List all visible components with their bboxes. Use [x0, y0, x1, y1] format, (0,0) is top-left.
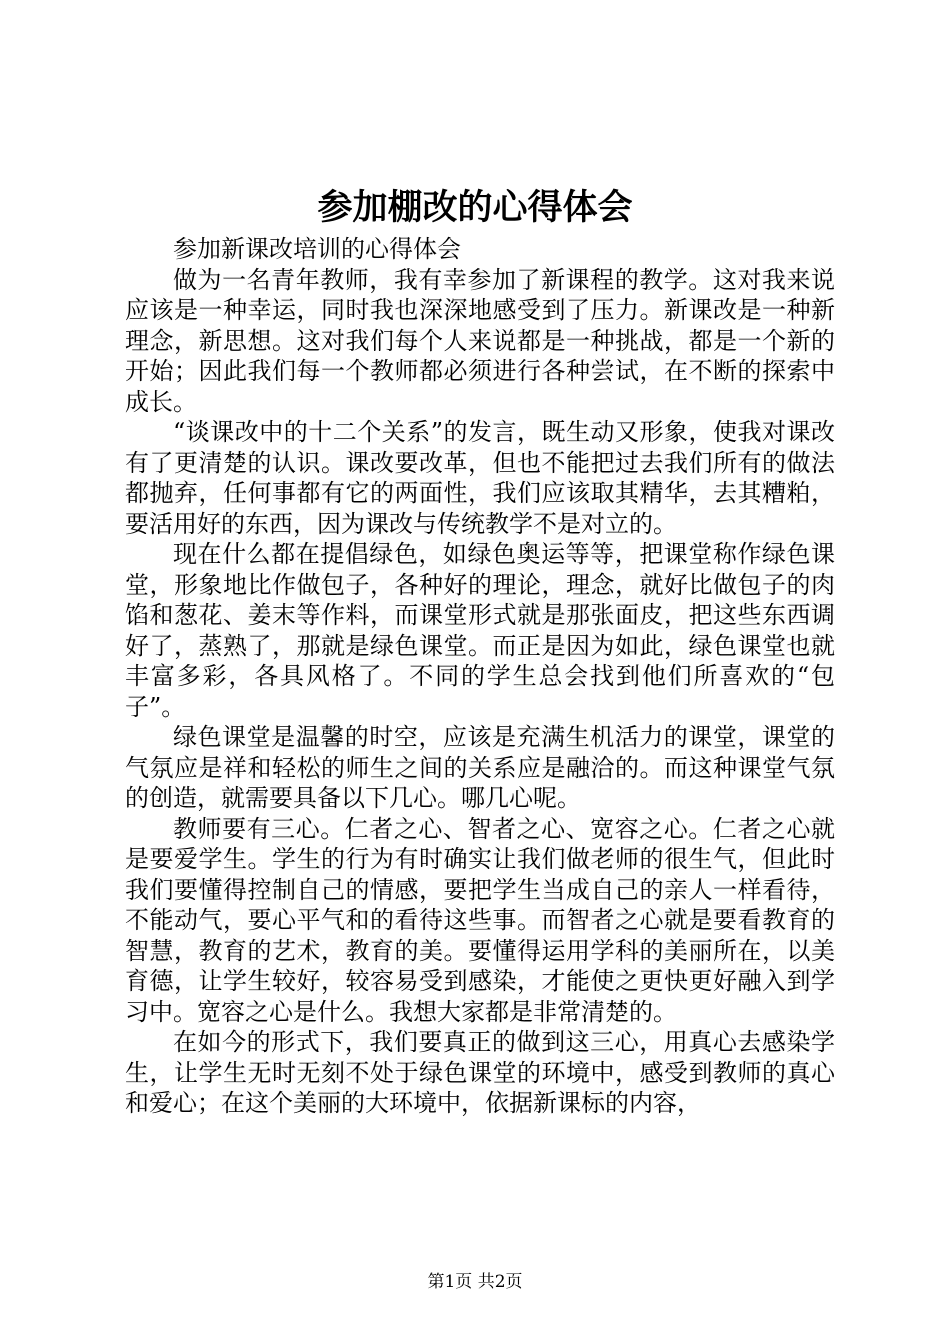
- paragraph: 绿色课堂是温馨的时空，应该是充满生机活力的课堂，课堂的气氛应是祥和轻松的师生之间的关系应是融洽的。而这种课堂气氛的创造，就需要具备以下几心。哪几心呢。: [125, 723, 835, 812]
- paragraph: 教师要有三心。仁者之心、智者之心、宽容之心。仁者之心就是要爱学生。学生的行为有时确实让我们做老师的很生气，但此时我们要懂得控制自己的情感，要把学生当成自己的亲人一样看待，不能动气，要心平气和的看待这些事。而智者之心就是要看教育的智慧，教育的艺术，教育的美。要懂得运用学科的美丽所在，以美育德，让学生较好，较容易受到感染，才能使之更快更好融入到学习中。宽容之心是什么。我想大家都是非常清楚的。: [125, 814, 835, 1026]
- page-footer: 第1页 共2页: [427, 1272, 523, 1292]
- paragraph: 现在什么都在提倡绿色，如绿色奥运等等，把课堂称作绿色课堂，形象地比作做包子，各种好的理论，理念，就好比做包子的肉馅和葱花、姜末等作料，而课堂形式就是那张面皮，把这些东西调好了，蒸熟了，那就是绿色课堂。而正是因为如此，绿色课堂也就丰富多彩，各具风格了。不同的学生总会找到他们所喜欢的“包子”。: [125, 540, 835, 721]
- paragraph: “谈课改中的十二个关系”的发言，既生动又形象，使我对课改有了更清楚的认识。课改要改革，但也不能把过去我们所有的做法都抛弃，任何事都有它的两面性，我们应该取其精华，去其糟粕，要活用好的东西，因为课改与传统教学不是对立的。: [125, 418, 835, 538]
- document-subtitle: 参加新课改培训的心得体会: [173, 235, 461, 263]
- document-body: [125, 234, 835, 1119]
- paragraph: 在如今的形式下，我们要真正的做到这三心，用真心去感染学生，让学生无时无刻不处于绿色课堂的环境中，感受到教师的真心和爱心；在这个美丽的大环境中，依据新课标的内容，: [125, 1028, 835, 1117]
- paragraph: 做为一名青年教师，我有幸参加了新课程的教学。这对我来说应该是一种幸运，同时我也深深地感受到了压力。新课改是一种新理念，新思想。这对我们每个人来说都是一种挑战，都是一个新的开始；因此我们每一个教师都必须进行各种尝试，在不断的探索中成长。: [125, 265, 835, 416]
- document-title: 参加棚改的心得体会: [317, 188, 633, 228]
